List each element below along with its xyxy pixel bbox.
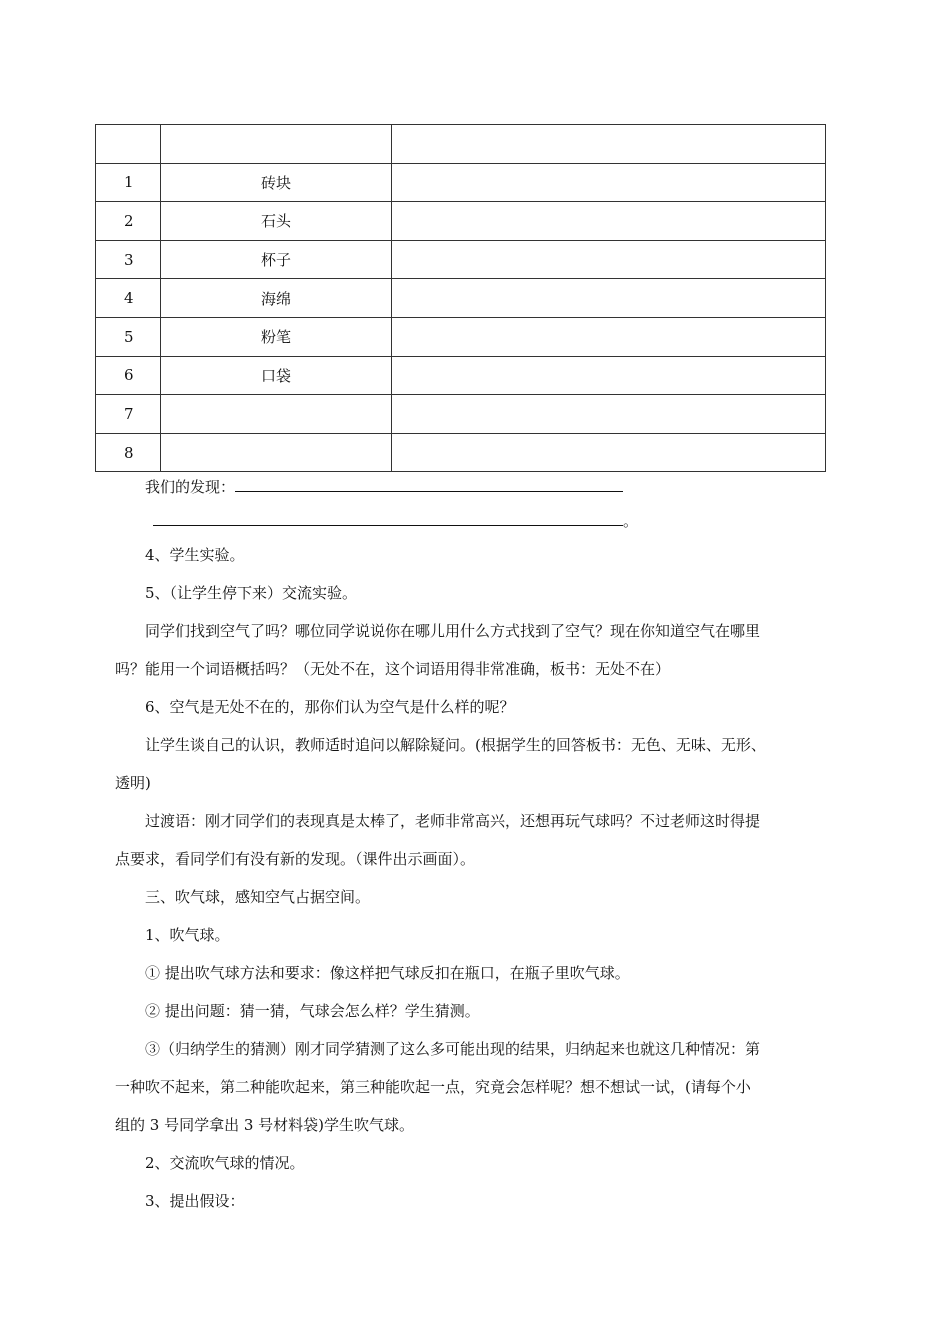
table-header-cell [96,125,161,164]
paragraph: 4、学生实验。 [145,546,245,564]
table-row [96,240,826,279]
row-item: 石头 [161,202,392,241]
row-number: 4 [96,279,161,318]
row-number: 3 [96,240,161,279]
table-header-row [96,125,826,164]
paragraph: 透明) [115,774,151,792]
discovery-label: 我们的发现： [145,478,236,496]
paragraph: 5、（让学生停下来）交流实验。 [145,584,358,602]
answer-blank [235,490,623,492]
table-row [96,433,826,472]
row-number: 6 [96,356,161,395]
row-number: 2 [96,202,161,241]
row-number: 7 [96,395,161,434]
row-number: 8 [96,433,161,472]
section-heading: 三、吹气球，感知空气占据空间。 [145,888,371,906]
row-note [392,163,826,202]
row-note [392,356,826,395]
row-note [392,279,826,318]
row-note [392,240,826,279]
row-item: 砖块 [161,163,392,202]
row-note [392,433,826,472]
paragraph: ③（归纳学生的猜测）刚才同学猜测了这么多可能出现的结果，归纳起来也就这几种情况：第 [145,1040,761,1058]
row-item: 粉笔 [161,317,392,356]
discovery-line-2 [153,510,638,531]
paragraph: 过渡语：刚才同学们的表现真是太棒了，老师非常高兴，还想再玩气球吗？不过老师这时得提 [145,812,761,830]
paragraph: 2、交流吹气球的情况。 [145,1154,305,1172]
paragraph: 一种吹不起来，第二种能吹起来，第三种能吹起一点，究竟会怎样呢？想不想试一试，(请每个小 [115,1078,751,1096]
paragraph: 同学们找到空气了吗？哪位同学说说你在哪儿用什么方式找到了空气？现在你知道空气在哪里 [145,622,761,640]
discovery-end: 。 [623,512,639,530]
discovery-line [145,476,623,497]
row-item: 杯子 [161,240,392,279]
row-number: 5 [96,317,161,356]
experiment-table [95,124,826,472]
table-header-cell [392,125,826,164]
table-row [96,202,826,241]
table-row [96,395,826,434]
table-row [96,317,826,356]
paragraph: 组的 3 号同学拿出 3 号材料袋)学生吹气球。 [115,1116,415,1134]
paragraph: ② 提出问题：猜一猜，气球会怎么样？学生猜测。 [145,1002,480,1020]
paragraph: 吗？能用一个词语概括吗？（无处不在，这个词语用得非常准确，板书：无处不在） [115,660,671,678]
row-note [392,317,826,356]
row-number: 1 [96,163,161,202]
paragraph: 让学生谈自己的认识，教师适时追问以解除疑问。(根据学生的回答板书：无色、无味、无形、 [145,736,766,754]
table-row [96,356,826,395]
row-item [161,433,392,472]
table-row [96,279,826,318]
paragraph: 3、提出假设： [145,1192,245,1210]
row-note [392,395,826,434]
paragraph: 点要求，看同学们有没有新的发现。（课件出示画面）。 [115,850,476,868]
row-item: 海绵 [161,279,392,318]
row-item: 口袋 [161,356,392,395]
paragraph: 6、空气是无处不在的，那你们认为空气是什么样的呢？ [145,698,515,716]
answer-blank [153,524,623,526]
row-note [392,202,826,241]
paragraph: 1、吹气球。 [145,926,230,944]
table-row [96,163,826,202]
row-item [161,395,392,434]
paragraph: ① 提出吹气球方法和要求：像这样把气球反扣在瓶口，在瓶子里吹气球。 [145,964,630,982]
table-header-cell [161,125,392,164]
